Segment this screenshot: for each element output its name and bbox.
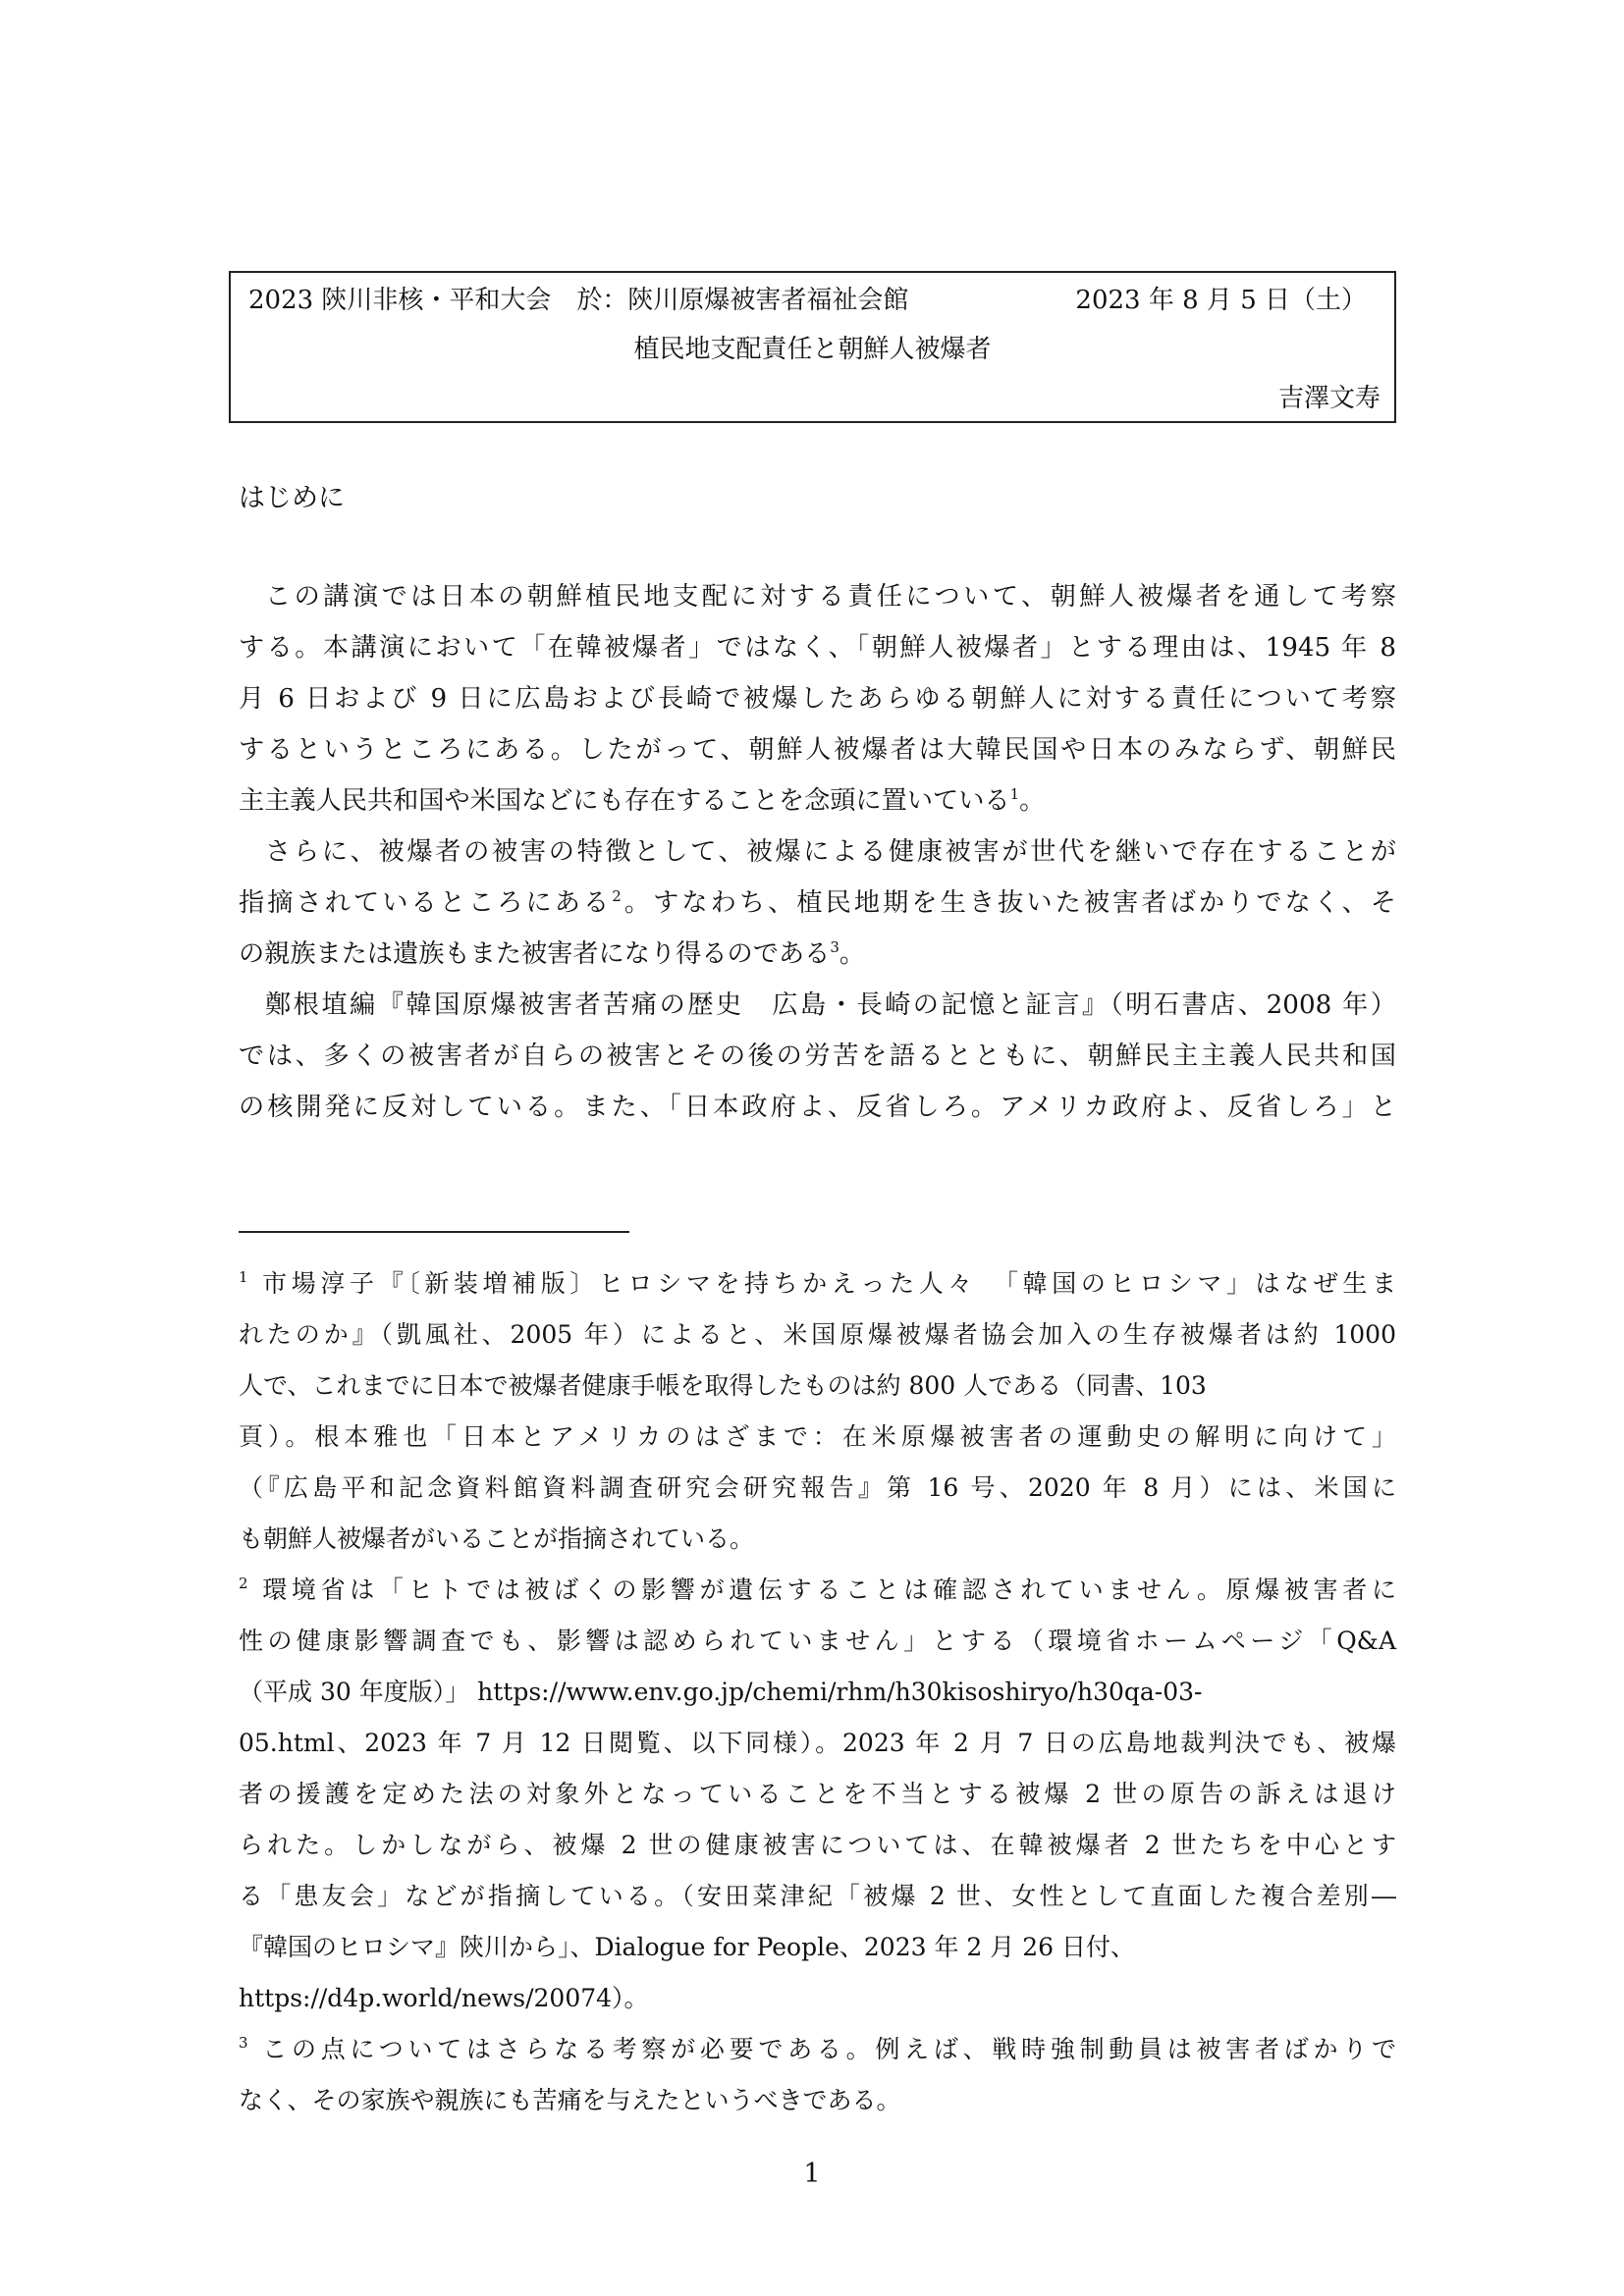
paragraph-line: では、多くの被害者が自らの被害とその後の労苦を語るとともに、朝鮮民主主義人民共和国: [239, 1041, 1396, 1071]
footnote-ref-2[interactable]: 2: [612, 887, 622, 905]
footnote-line: 05.html、2023 年 7 月 12 日閲覧、以下同様）。2023 年 2 月 7 日の広島地裁判決でも、被爆: [239, 1729, 1396, 1757]
header-box: [229, 271, 1396, 423]
event-info: 2023 陝川非核・平和大会 於：陝川原爆被害者福祉会館: [248, 286, 909, 315]
footnote-number: 1: [239, 1268, 248, 1286]
paragraph-line: 主主義人民共和国や米国などにも存在することを念頭に置いている$^1$。: [239, 785, 1046, 816]
paragraph-line: するというところにある。したがって、朝鮮人被爆者は大韓民国や日本のみならず、朝鮮民: [239, 735, 1396, 765]
footnote-line: （『広島平和記念資料館資料調査研究会研究報告』第 16 号、2020 年 8 月）には、米国に: [239, 1473, 1396, 1502]
footnote-2: $^2$ 環境省は「ヒトでは被ばくの影響が遺伝することは確認されていません。原爆被害者に: [239, 1575, 1396, 1604]
footnote-line: なく、その家族や親族にも苦痛を与えたというべきである。: [239, 2086, 901, 2114]
footnote-line: 性の健康影響調査でも、影響は認められていません」とする（環境省ホームページ「Q&A: [239, 1627, 1396, 1655]
footnote-number: 3: [239, 2034, 248, 2052]
paragraph-line: の核開発に反対している。また、「日本政府よ、反省しろ。アメリカ政府よ、反省しろ」と: [239, 1093, 1396, 1122]
footnote-line: （平成 30 年度版）」 https://www.env.go.jp/chemi/rhm/h30kisoshiryo/h30qa-03-: [239, 1678, 1203, 1706]
footnote-line: https://d4p.world/news/20074）。: [239, 1984, 649, 2012]
footnote-line: も朝鮮人被爆者がいることが指摘されている。: [239, 1524, 755, 1553]
footnote-ref-1[interactable]: 1: [1009, 785, 1020, 803]
footnote-3: $^3$ この点についてはさらなる考察が必要である。例えば、戦時強制動員は被害者ばかりで: [239, 2034, 1396, 2063]
footnote-line: られた。しかしながら、被爆 2 世の健康被害については、在韓被爆者 2 世たちを中心とす: [239, 1831, 1396, 1859]
footnote-1: $^1$ 市場淳子『〔新装増補版〕ヒロシマを持ちかえった人々 「韓国のヒロシマ」はなぜ生ま: [239, 1268, 1396, 1298]
section-heading: はじめに: [239, 483, 345, 513]
footnote-line: 者の援護を定めた法の対象外となっていることを不当とする被爆 2 世の原告の訴えは退け: [239, 1780, 1396, 1808]
footnote-number: 2: [239, 1575, 248, 1592]
footnote-ref-3[interactable]: 3: [830, 938, 839, 956]
paragraph-line: さらに、被爆者の被害の特徴として、被爆による健康被害が世代を継いで存在することが: [265, 837, 1396, 867]
footnote-line: 『韓国のヒロシマ』陝川から」、Dialogue for People、2023 年 2 月 26 日付、: [239, 1933, 1135, 1961]
page-number: 1: [803, 2159, 821, 2189]
paragraph-line: の親族または遺族もまた被害者になり得るのである$^3$。: [239, 938, 866, 969]
footnote-separator: [239, 1231, 629, 1233]
paragraph-line: する。本講演において「在韓被爆者」ではなく、「朝鮮人被爆者」とする理由は、1945 年 8: [239, 633, 1396, 663]
paragraph-line: 月 6 日および 9 日に広島および長崎で被爆したあらゆる朝鮮人に対する責任について考察: [239, 684, 1396, 714]
event-date: 2023 年 8 月 5 日（土）: [1075, 286, 1367, 315]
paragraph-line: 指摘されているところにある$^2$。すなわち、植民地期を生き抜いた被害者ばかりでなく、そ: [239, 887, 1396, 918]
footnote-line: る「患友会」などが指摘している。（安田菜津紀「被爆 2 世、女性として直面した複合差別―: [239, 1882, 1396, 1910]
footnote-line: 人で、これまでに日本で被爆者健康手帳を取得したものは約 800 人である（同書、103: [239, 1371, 1207, 1400]
author-name: 吉澤文寿: [1277, 384, 1380, 413]
footnote-line: れたのか』（凱風社、2005 年）によると、米国原爆被爆者協会加入の生存被爆者は約 1000: [239, 1320, 1396, 1349]
paragraph-line: この講演では日本の朝鮮植民地支配に対する責任について、朝鮮人被爆者を通して考察: [265, 582, 1396, 612]
lecture-title: 植民地支配責任と朝鮮人被爆者: [633, 335, 992, 364]
footnote-line: 頁）。根本雅也「日本とアメリカのはざまで：在米原爆被害者の運動史の解明に向けて」: [239, 1422, 1396, 1451]
paragraph-line: 鄭根埴編『韓国原爆被害者苦痛の歴史 広島・長崎の記憶と証言』（明石書店、2008 年）: [265, 990, 1396, 1020]
